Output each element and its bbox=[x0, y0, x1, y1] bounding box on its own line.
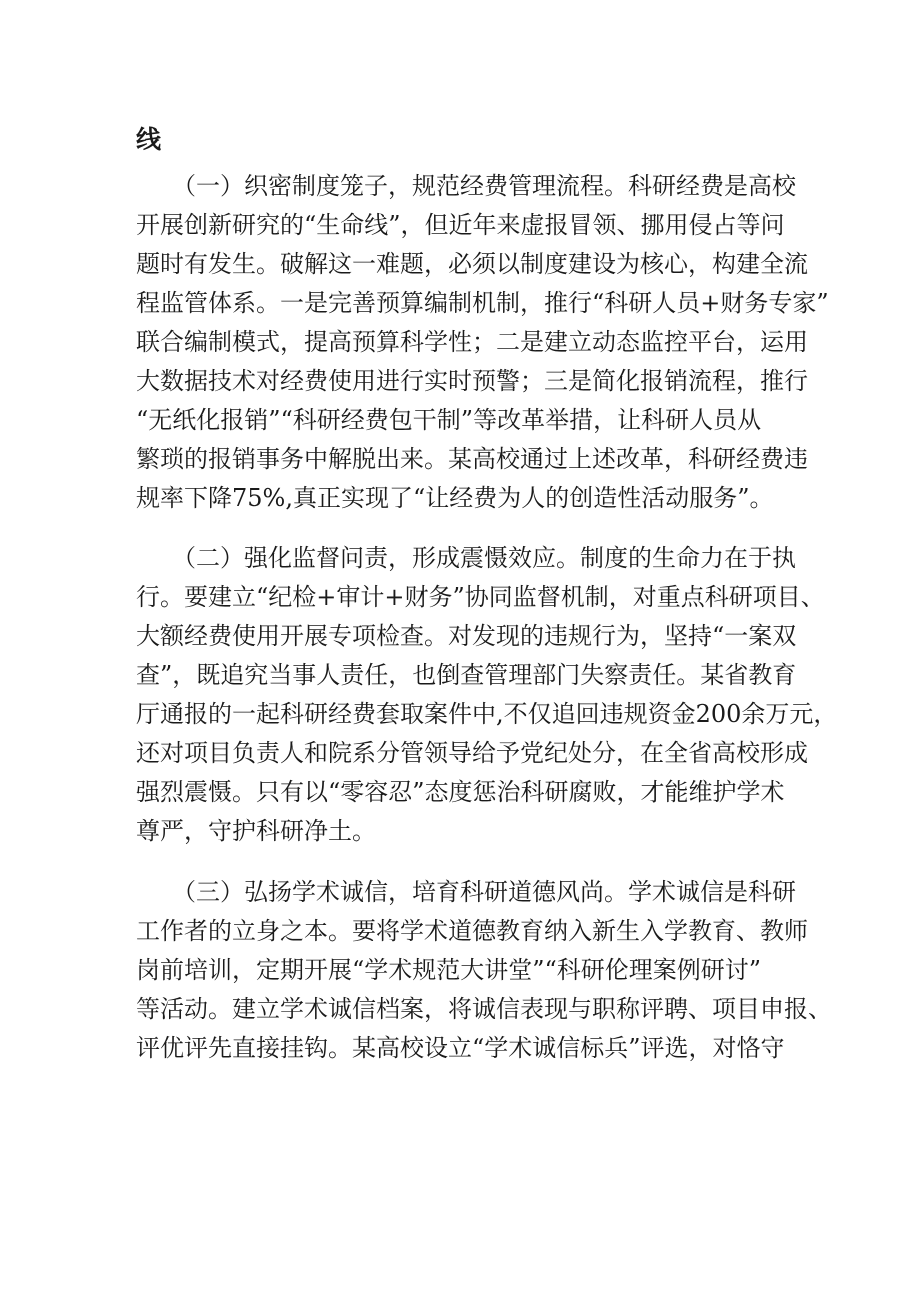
heading-fragment: 线 bbox=[136, 125, 162, 154]
section2-line: 厅通报的一起科研经费套取案件中,不仅追回违规资金200余万元， bbox=[136, 700, 838, 728]
section3-line: 评优评先直接挂钩。某高校设立“学术诚信标兵”评选，对恪守 bbox=[136, 1034, 785, 1062]
section1-line: 规率下降75%,真正实现了“让经费为人的创造性活动服务”。 bbox=[136, 484, 774, 512]
section2-line: （二）强化监督问责，形成震慑效应。制度的生命力在于执 bbox=[136, 544, 796, 572]
section3-line: 岗前培训，定期开展“学术规范大讲堂”“科研伦理案例研讨” bbox=[136, 956, 762, 984]
section1-line: 开展创新研究的“生命线”，但近年来虚报冒领、挪用侵占等问 bbox=[136, 211, 785, 239]
section1-line: 联合编制模式，提高预算科学性；二是建立动态监控平台，运用 bbox=[136, 328, 808, 356]
section1-line: （一）织密制度笼子，规范经费管理流程。科研经费是高校 bbox=[136, 172, 796, 200]
section2-line: 行。要建立“纪检+审计+财务”协同监督机制，对重点科研项目、 bbox=[136, 583, 825, 611]
section1-line: 大数据技术对经费使用进行实时预警；三是简化报销流程，推行 bbox=[136, 367, 808, 395]
section1-line: 程监管体系。一是完善预算编制机制，推行“科研人员+财务专家” bbox=[136, 289, 829, 317]
section2-line: 尊严，守护科研净土。 bbox=[136, 817, 376, 845]
section2-line: 强烈震慑。只有以“零容忍”态度惩治科研腐败，才能维护学术 bbox=[136, 778, 785, 806]
section1-line: “无纸化报销”“科研经费包干制”等改革举措，让科研人员从 bbox=[136, 406, 762, 434]
section2-line: 还对项目负责人和院系分管领导给予党纪处分，在全省高校形成 bbox=[136, 739, 808, 767]
section1-line: 繁琐的报销事务中解脱出来。某高校通过上述改革，科研经费违 bbox=[136, 445, 808, 473]
section1-line: 题时有发生。破解这一难题，必须以制度建设为核心，构建全流 bbox=[136, 250, 808, 278]
section2-line: 大额经费使用开展专项检查。对发现的违规行为，坚持“一案双 bbox=[136, 622, 797, 650]
section3-line: 工作者的立身之本。要将学术道德教育纳入新生入学教育、教师 bbox=[136, 917, 808, 945]
section3-line: （三）弘扬学术诚信，培育科研道德风尚。学术诚信是科研 bbox=[136, 878, 796, 906]
section3-line: 等活动。建立学术诚信档案，将诚信表现与职称评聘、项目申报、 bbox=[136, 995, 832, 1023]
section2-line: 查”，既追究当事人责任，也倒查管理部门失察责任。某省教育 bbox=[136, 661, 797, 689]
